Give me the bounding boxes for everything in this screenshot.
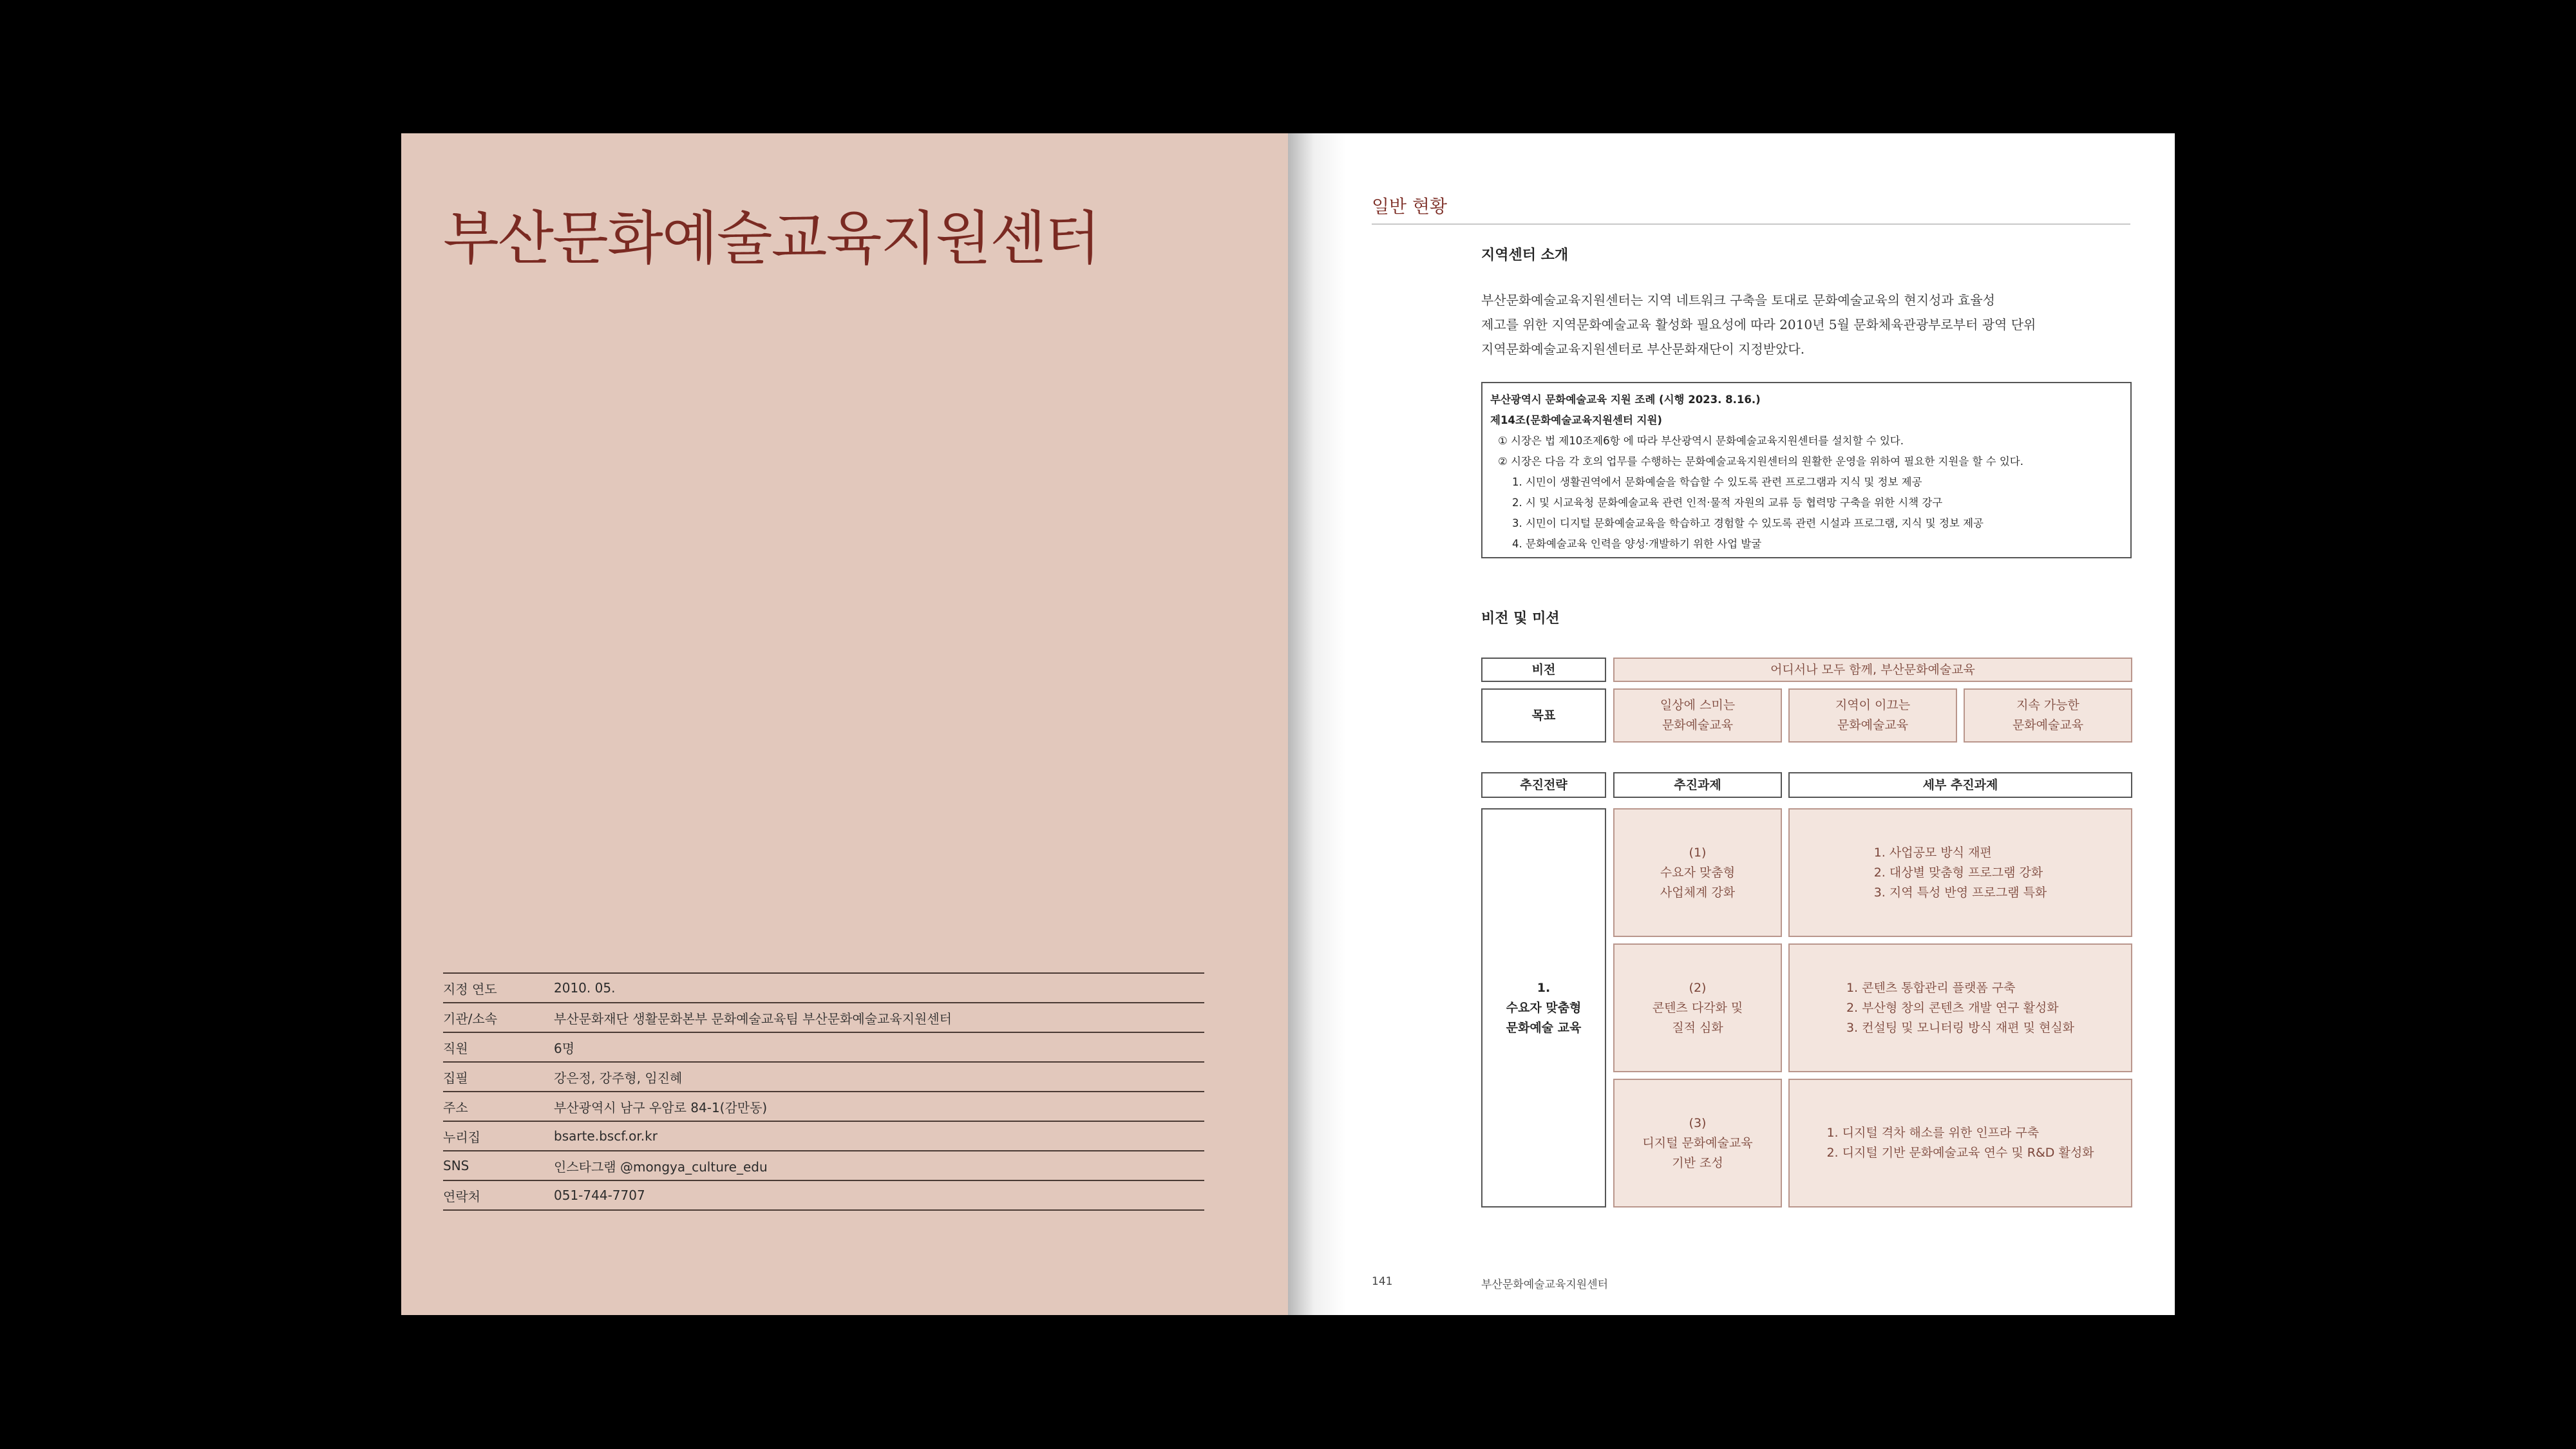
info-row [443,1151,1204,1181]
task-line: 기반 조성 [1672,1155,1723,1170]
gutter-shadow [1288,133,1346,1315]
task-line: (2) [1689,980,1707,995]
ordinance-item: 1. 시민이 생활권역에서 문화예술을 학습할 수 있도록 관련 프로그램과 지식 및 정보 제공 [1512,476,1922,488]
detail-item: 1. 디지털 격차 해소를 위한 인프라 구축 [1826,1126,2040,1140]
task-line: (3) [1689,1115,1707,1130]
detail-header: 세부 추진과제 [1788,772,2132,798]
vision-text: 어디서나 모두 함께, 부산문화예술교육 [1613,658,2132,682]
goal-line: 지역이 이끄는 [1835,698,1911,712]
info-row [443,1033,1204,1063]
ordinance-article: 제14조(문화예술교육지원센터 지원) [1490,414,1662,426]
task-line: (1) [1689,845,1707,860]
info-value: bsarte.bscf.or.kr [554,1128,658,1144]
info-row [443,1092,1204,1122]
goal-label: 목표 [1481,688,1606,743]
detail-item: 3. 컨설팅 및 모니터링 방식 재편 및 현실화 [1846,1020,2075,1035]
info-value: 부산문화재단 생활문화본부 문화예술교육팀 부산문화예술교육지원센터 [554,1010,952,1027]
ordinance-item: 4. 문화예술교육 인력을 양성·개발하기 위한 사업 발굴 [1512,538,1762,550]
intro-paragraph [1481,288,2125,361]
goal-line: 문화예술교육 [2012,718,2084,732]
ordinance-item: 3. 시민이 디지털 문화예술교육을 학습하고 경험할 수 있도록 관련 시설과 프로그램, 지식 및 정보 제공 [1512,517,1984,529]
goal-box [1788,688,1957,743]
book-spread [401,133,2175,1315]
info-row [443,1122,1204,1151]
ordinance-item: 2. 시 및 시교육청 문화예술교육 관련 인적·물적 자원의 교류 등 협력망 구축을 위한 시책 강구 [1512,497,1943,509]
ordinance-clause: ② 시장은 다음 각 호의 업무를 수행하는 문화예술교육지원센터의 원활한 운영을 위하여 필요한 지원을 할 수 있다. [1498,455,2023,468]
ordinance-box [1481,382,2132,558]
info-label: 직원 [443,1040,468,1056]
task-line: 콘텐츠 다각화 및 [1652,1000,1743,1015]
info-label: 기관/소속 [443,1010,498,1027]
info-label: 주소 [443,1099,468,1115]
intro-line: 부산문화예술교육지원센터는 지역 네트워크 구축을 토대로 문화예술교육의 현지성과 효율성 [1481,292,1995,308]
vision-heading: 비전 및 미션 [1481,611,1560,627]
info-row [443,974,1204,1003]
strategy-line: 문화예술 교육 [1506,1020,1582,1035]
detail-box [1788,943,2132,1072]
info-row [443,1003,1204,1033]
info-value: 6명 [554,1040,575,1056]
info-label: 집필 [443,1070,468,1086]
detail-item: 1. 사업공모 방식 재편 [1873,845,1992,860]
detail-item: 2. 대상별 맞춤형 프로그램 강화 [1873,865,2043,880]
task-line: 수요자 맞춤형 [1660,865,1736,880]
strategy-line: 1. [1537,980,1551,995]
task-line: 질적 심화 [1672,1020,1723,1035]
info-label: 지정 연도 [443,981,497,997]
info-row [443,1181,1204,1211]
detail-box [1788,808,2132,937]
section-title: 일반 현황 [1372,195,2130,225]
ordinance-title: 부산광역시 문화예술교육 지원 조례 (시행 2023. 8.16.) [1490,393,1761,406]
center-info-table [443,972,1204,1211]
info-value: 051-744-7707 [554,1188,645,1203]
detail-item: 3. 지역 특성 반영 프로그램 특화 [1873,885,2047,900]
goal-box [1613,688,1782,743]
right-page [1288,133,2175,1315]
strategy-line: 수요자 맞춤형 [1506,1000,1582,1015]
detail-item: 2. 부산형 창의 콘텐츠 개발 연구 활성화 [1846,1000,2059,1015]
info-value: 부산광역시 남구 우암로 84-1(감만동) [554,1099,768,1115]
task-box [1613,1079,1782,1208]
center-title: 부산문화예술교육지원센터 [443,205,1100,272]
goal-line: 문화예술교육 [1662,718,1734,732]
page-number: 141 [1372,1275,1393,1288]
detail-item: 1. 콘텐츠 통합관리 플랫폼 구축 [1846,980,2016,995]
ordinance-clause: ① 시장은 법 제10조제6항 에 따라 부산광역시 문화예술교육지원센터를 설치할 수 있다. [1498,435,1904,447]
task-box [1613,808,1782,937]
info-label: 누리집 [443,1129,480,1145]
left-page [401,133,1288,1315]
info-label: 연락처 [443,1188,480,1204]
goal-line: 일상에 스미는 [1660,698,1736,712]
goal-line: 지속 가능한 [2016,698,2079,712]
vision-label: 비전 [1481,658,1606,682]
task-header: 추진과제 [1613,772,1782,798]
info-value: 강은정, 강주형, 임진혜 [554,1070,683,1086]
detail-item: 2. 디지털 기반 문화예술교육 연수 및 R&D 활성화 [1826,1146,2094,1160]
strategy-box [1481,808,1606,1208]
info-value: 인스타그램 @mongya_culture_edu [554,1159,768,1175]
goal-line: 문화예술교육 [1837,718,1909,732]
detail-box [1788,1079,2132,1208]
info-row [443,1063,1204,1092]
intro-heading: 지역센터 소개 [1481,247,1569,263]
task-box [1613,943,1782,1072]
intro-line: 지역문화예술교육지원센터로 부산문화재단이 지정받았다. [1481,341,1805,357]
strategy-header: 추진전략 [1481,772,1606,798]
info-label: SNS [443,1158,469,1173]
task-line: 디지털 문화예술교육 [1642,1135,1753,1150]
goal-box [1964,688,2132,743]
task-line: 사업체계 강화 [1660,885,1736,900]
info-value: 2010. 05. [554,980,616,996]
intro-line: 제고를 위한 지역문화예술교육 활성화 필요성에 따라 2010년 5월 문화체육관광부로부터 광역 단위 [1481,317,2036,332]
running-title: 부산문화예술교육지원센터 [1481,1278,1609,1291]
